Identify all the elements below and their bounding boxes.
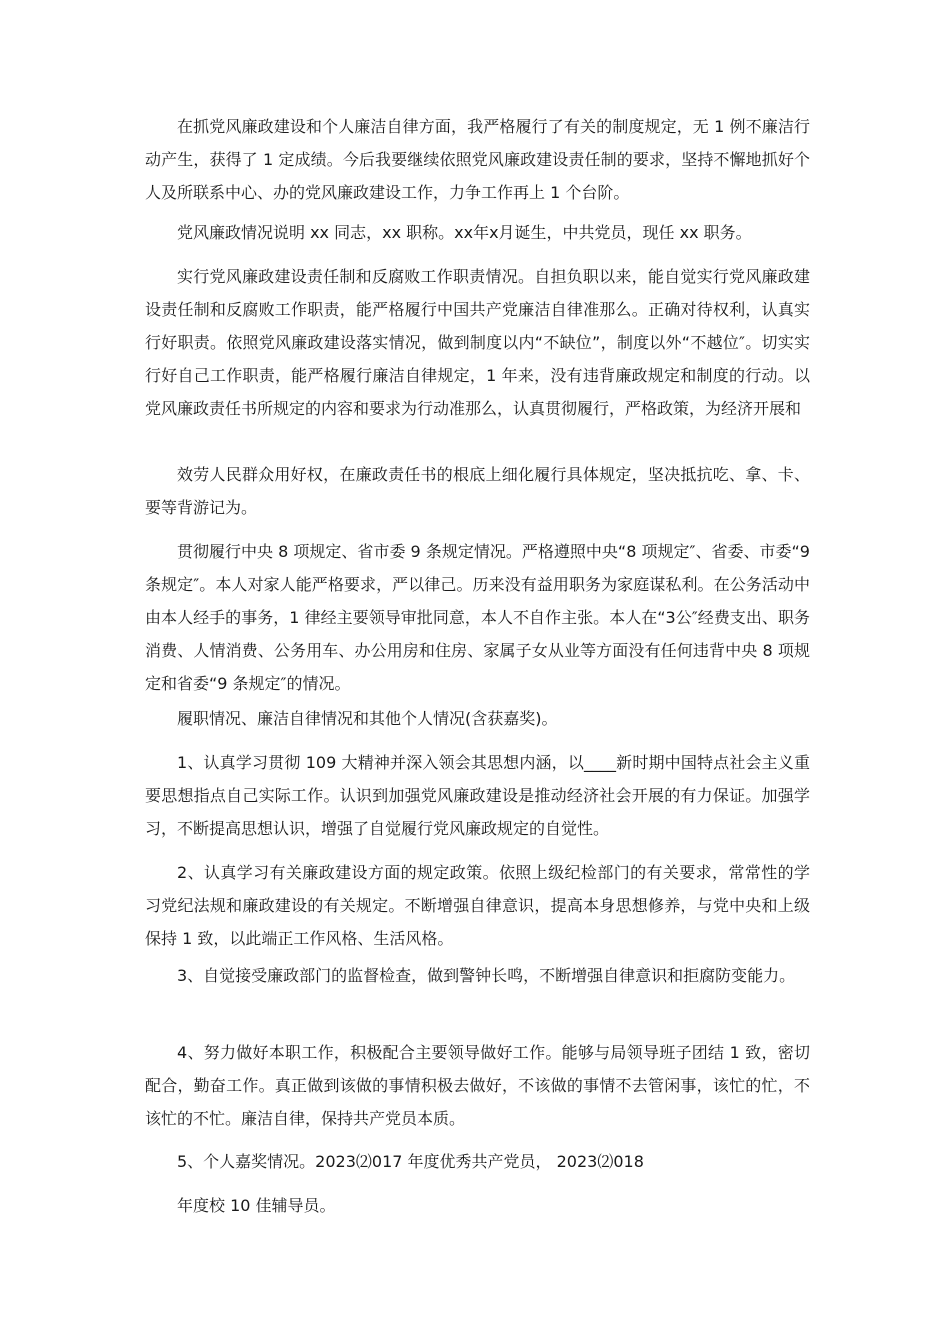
paragraph-1: 在抓党风廉政建设和个人廉洁自律方面，我严格履行了有关的制度规定，无 1 例不廉洁行动产生，获得了 1 定成绩。今后我要继续依照党风廉政建设责任制的要求，坚持不懈地抓好个人及所联系中心、办的党风廉政建设工作，力争工作再上 1 个台阶。 [145,117,810,202]
paragraph-6: 履职情况、廉洁自律情况和其他个人情况(含获嘉奖)。 [177,709,558,728]
paragraph-4: 效劳人民群众用好权，在廉政责任书的根底上细化履行具体规定，坚决抵抗吃、拿、卡、要等背游记为。 [145,465,810,517]
paragraph-10: 4、努力做好本职工作，积极配合主要领导做好工作。能够与局领导班子团结 1 致，密切配合，勤奋工作。真正做到该做的事情积极去做好，不该做的事情不去管闲事，该忙的忙，不该忙的不忙。廉洁自律，保持共产党员本质。 [145,1043,810,1128]
paragraph-11: 5、个人嘉奖情况。2023⑵017 年度优秀共产党员， 2023⑵018 [177,1152,644,1171]
paragraph-9: 3、自觉接受廉政部门的监督检查，做到警钟长鸣，不断增强自律意识和拒腐防变能力。 [177,966,796,985]
paragraph-7: 1、认真学习贯彻 109 大精神并深入领会其思想内涵，以____新时期中国特点社会主义重要思想指点自己实际工作。认识到加强党风廉政建设是推动经济社会开展的有力保证。加强学习，不断提高思想认识，增强了自觉履行党风廉政规定的自觉性。 [145,753,810,838]
paragraph-3: 实行党风廉政建设责任制和反腐败工作职责情况。自担负职以来，能自觉实行党风廉政建设责任制和反腐败工作职责，能严格履行中国共产党廉洁自律准那么。正确对待权利，认真实行好职责。依照党风廉政建设落实情况，做到制度以内“不缺位”，制度以外“不越位″。切实实行好自己工作职责，能严格履行廉洁自律规定，1 年来，没有违背廉政规定和制度的行动。以党风廉政责任书所规定的内容和要求为行动准那么，认真贯彻履行，严格政策，为经济开展和 [145,267,810,418]
paragraph-2: 党风廉政情况说明 xx 同志，xx 职称。xx年x月诞生，中共党员，现任 xx 职务。 [177,223,752,242]
paragraph-8: 2、认真学习有关廉政建设方面的规定政策。依照上级纪检部门的有关要求，常常性的学习党纪法规和廉政建设的有关规定。不断增强自律意识，提高本身思想修养，与党中央和上级保持 1 致，以此端正工作风格、生活风格。 [145,863,810,948]
paragraph-5: 贯彻履行中央 8 项规定、省市委 9 条规定情况。严格遵照中央“8 项规定″、省委、市委“9 条规定″。本人对家人能严格要求，严以律己。历来没有益用职务为家庭谋私利。在公务活动中由本人经手的事务，1 律经主要领导审批同意，本人不自作主张。本人在“3公″经费支出、职务消费、人情消费、公务用车、办公用房和住房、家属子女从业等方面没有任何违背中央 8 项规定和省委“9 条规定″的情况。 [145,542,810,693]
paragraph-12: 年度校 10 佳辅导员。 [177,1196,336,1215]
